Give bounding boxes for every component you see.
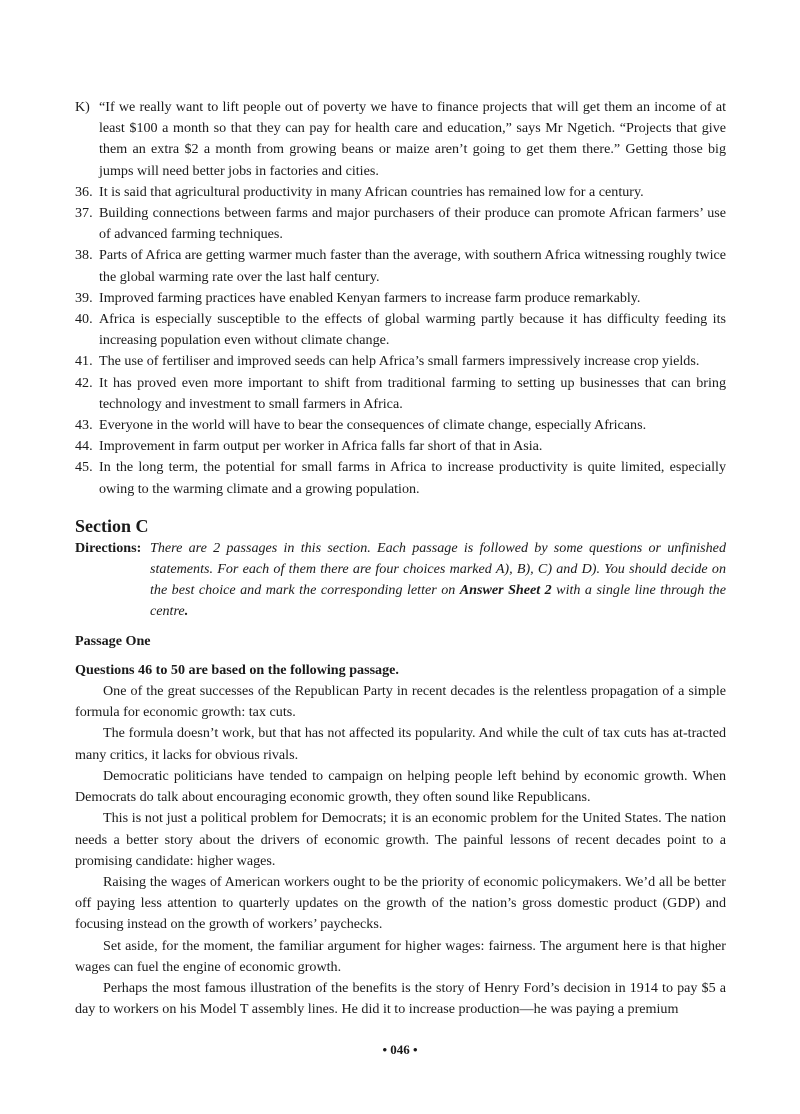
statement-text: “If we really want to lift people out of poverty we have to finance projects that will get them an income of at least $100 a month so that they can pay for health care and education,” says Mr Ngetich. “Projects that give them an extra $2 a month from growing beans or maize aren’t going to get them there.” Getting those big jumps will need better jobs in factories and cities. [99, 99, 726, 179]
passage-title: Passage One [75, 632, 151, 649]
statement-number: 36. [75, 183, 93, 200]
statement-item [75, 245, 726, 287]
statement-number: 41. [75, 353, 93, 370]
statement-text: Building connections between farms and major purchasers of their produce can promote African farmers’ use of advanced farming techniques. [99, 205, 726, 243]
page-number: • 046 • [382, 1042, 418, 1057]
page-content [75, 97, 726, 1020]
passage-paragraph: Raising the wages of American workers ought to be the priority of economic policymakers. We’d all be better off paying less attention to quarterly updates on the growth of the nation’s gross domestic product (GDP) and focusing instead on the growth of workers’ paychecks. [75, 873, 726, 933]
section-title: Section C [75, 515, 149, 536]
statement-number: K) [75, 99, 90, 115]
questions-heading: Questions 46 to 50 are based on the following passage. [75, 661, 399, 678]
statement-item [75, 182, 726, 203]
passage-body [75, 681, 726, 1020]
directions-text-end: with a single line through the centre [150, 582, 726, 620]
statement-item [75, 351, 726, 372]
statement-item [75, 373, 726, 415]
statement-text: In the long term, the potential for small farms in Africa to increase productivity is quite limited, especially owing to the warming climate and a growing population. [99, 459, 726, 497]
statement-number: 39. [75, 289, 93, 306]
directions-period: . [184, 603, 189, 620]
directions [75, 538, 726, 623]
passage-paragraph: One of the great successes of the Republican Party in recent decades is the relentless propagation of a simple formula for economic growth: tax cuts. [75, 683, 726, 721]
statement-number: 40. [75, 311, 93, 328]
statement-text: Improvement in farm output per worker in Africa falls far short of that in Asia. [99, 438, 543, 455]
passage-paragraph: Perhaps the most famous illustration of the benefits is the story of Henry Ford’s decision in 1914 to pay $5 a day to workers on his Model T assembly lines. He did it to increase production—he was paying a premium [75, 979, 726, 1018]
passage-paragraph: This is not just a political problem for Democrats; it is an economic problem for the United States. The nation needs a better story about the drivers of economic growth. The painful lessons of recent decades point to a promising candidate: higher wages. [75, 810, 726, 869]
statement-text: It is said that agricultural productivity in many African countries has remained low for a century. [99, 183, 644, 200]
statement-item [75, 97, 726, 182]
statement-number: 44. [75, 438, 93, 455]
statement-item [75, 457, 726, 499]
statement-item [75, 203, 726, 245]
statement-text: Everyone in the world will have to bear the consequences of climate change, especially Africans. [99, 417, 647, 434]
passage-paragraph: Set aside, for the moment, the familiar argument for higher wages: fairness. The argument here is that higher wages can fuel the engine of economic growth. [75, 937, 726, 975]
statement-text: Parts of Africa are getting warmer much faster than the average, with southern Africa witnessing roughly twice the global warming rate over the last half century. [99, 247, 726, 285]
statement-text: Africa is especially susceptible to the effects of global warming partly because it has difficulty feeding its increasing population even without climate change. [99, 311, 726, 349]
directions-label: Directions: [75, 539, 142, 556]
statement-number: 38. [75, 247, 93, 264]
statement-number: 37. [75, 205, 93, 222]
statement-text: Improved farming practices have enabled Kenyan farmers to increase farm produce remarkably. [99, 289, 641, 306]
statement-number: 42. [75, 374, 93, 391]
statement-list [75, 97, 726, 500]
statement-item [75, 309, 726, 351]
answer-sheet-label: Answer Sheet 2 [459, 582, 552, 599]
passage-paragraph: The formula doesn’t work, but that has not affected its popularity. And while the cult of tax cuts has at-tracted many critics, it lacks for obvious rivals. [75, 725, 726, 763]
statement-text: The use of fertiliser and improved seeds can help Africa’s small farmers impressively increase crop yields. [99, 353, 700, 370]
passage-paragraph: Democratic politicians have tended to campaign on helping people left behind by economic growth. When Democrats do talk about encouraging economic growth, they often sound like Republicans. [75, 767, 726, 806]
statement-item [75, 415, 726, 436]
statement-item [75, 436, 726, 457]
statement-item [75, 288, 726, 309]
statement-text: It has proved even more important to shift from traditional farming to setting up businesses that can bring technology and investment to small farmers in Africa. [99, 374, 726, 412]
statement-number: 45. [75, 459, 93, 476]
statement-number: 43. [75, 417, 93, 434]
directions-text: There are 2 passages in this section. Each passage is followed by some questions or unfinished statements. For each of them there are four choices marked A), B), C) and D). You should decide on the best choice and mark the corresponding letter on [150, 539, 726, 599]
